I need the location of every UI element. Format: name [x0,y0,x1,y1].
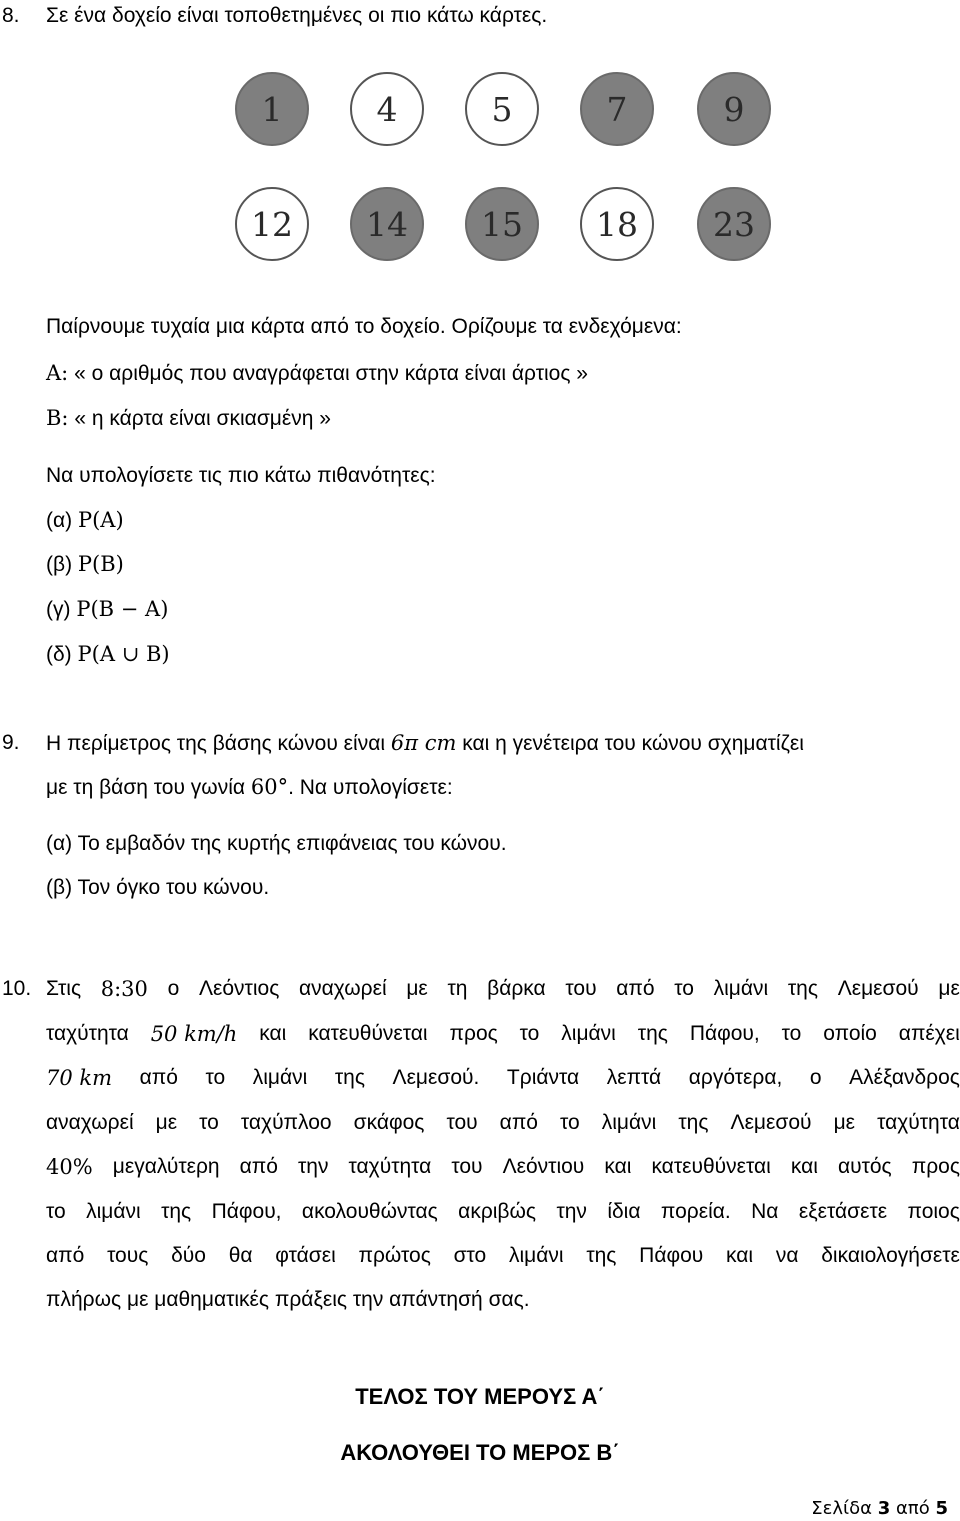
number-card: 12 [235,187,309,261]
word: κατευθύνεται [651,1155,771,1178]
word: στο [453,1244,487,1267]
q10-line [46,1110,960,1136]
next-part-title: ΑΚΟΛΟΥΘΕΙ ΤΟ ΜΕΡΟΣ Β΄ [340,1440,620,1465]
number-card: 4 [350,72,424,146]
word: θα [228,1244,253,1267]
word: ποιος [907,1199,960,1223]
word: πρώτος [358,1244,431,1267]
part-expr: P(Α ∪ Β) [77,642,170,666]
word: Τριάντα [506,1066,580,1089]
word: της [161,1199,192,1223]
word: λιμάνι [86,1199,141,1223]
word: από [239,1155,278,1178]
word: του [565,977,597,1000]
event-b [46,405,331,432]
event-b-text: « η κάρτα είναι σκιασμένη » [74,407,331,430]
word: αυτός [837,1155,892,1178]
word: Αλέξανδρος [849,1066,960,1089]
q9-text-4: . Να υπολογίσετε: [288,776,453,799]
number-card: 9 [697,72,771,146]
q9-line-2 [46,774,453,801]
q8-intro: Παίρνουμε τυχαία μια κάρτα από το δοχείο. Ορίζουμε τα ενδεχόμενα: [46,315,682,338]
word: ταχύτητα [348,1155,432,1178]
event-b-symbol: Β: [46,406,69,430]
word: και [604,1155,632,1178]
q10-line [46,1243,960,1269]
word: βάρκα [487,977,546,1000]
part-label: (β) [46,553,73,576]
word: δικαιολογήσετε [821,1244,960,1267]
word: του [451,1155,483,1178]
word: με [833,1110,856,1134]
event-a-symbol: Α: [46,361,69,385]
q8-part-a [46,507,124,534]
part-text: Τον όγκο του κώνου. [77,876,270,899]
word: της [787,977,818,1000]
number-card: 1 [235,72,309,146]
q9-math-2: 60° [250,775,289,799]
word: και [259,1021,287,1045]
q9-line-1 [46,730,804,757]
word: οποίο [823,1021,877,1045]
word: 40% [46,1155,93,1179]
word: ακριβώς [458,1199,537,1223]
word: ταχύτητα [877,1110,960,1134]
number-card: 18 [580,187,654,261]
part-expr: P(Β) [77,552,124,576]
word: την [298,1155,329,1178]
word: απέχει [898,1021,960,1045]
number-card: 14 [350,187,424,261]
q9-math-1: 6π cm [390,731,457,755]
word: Πάφου, [689,1021,760,1045]
word: το [199,1110,219,1134]
q10-last-line: πλήρως με μαθηματικές πράξεις την απάντησή σας. [46,1288,530,1311]
part-label: (β) [46,876,73,899]
word: το [781,1021,802,1045]
word: λεπτά [606,1066,662,1089]
part-label: (α) [46,832,73,855]
page-of: από [896,1498,930,1519]
word: Λεμεσού. [392,1066,480,1089]
word: της [586,1244,617,1267]
word: τους [107,1244,149,1267]
word: φτάσει [275,1244,336,1267]
q8-part-d [46,641,170,668]
word: προς [911,1155,960,1178]
word: ίδια [607,1199,641,1223]
q8-part-b [46,551,124,578]
event-a-text: « ο αριθμός που αναγράφεται στην κάρτα είναι άρτιος » [74,362,588,385]
word: το [674,977,694,1000]
part-expr: P(Β − Α) [76,597,169,621]
number-card: 23 [697,187,771,261]
number-card: 7 [580,72,654,146]
q10-line [46,976,960,1002]
word: εξετάσετε [798,1199,888,1223]
word: με [406,977,428,1000]
word: ο [809,1066,822,1089]
word: από [139,1066,178,1089]
q8-part-c [46,596,168,623]
end-part-title: ΤΕΛΟΣ ΤΟΥ ΜΕΡΟΥΣ Α΄ [355,1384,605,1409]
word: λιμάνι [252,1066,308,1089]
question-8-text: Σε ένα δοχείο είναι τοποθετημένες οι πιο κάτω κάρτες. [46,4,548,27]
page-total: 5 [935,1498,948,1519]
q10-line [46,1065,960,1091]
part-label: (γ) [46,598,71,621]
word: Λεόντιου [502,1155,585,1178]
word: λιμάνι [601,1110,657,1134]
word: αργότερα, [688,1066,783,1089]
word: Στις [46,977,82,1000]
word: με [155,1110,178,1134]
word: να [775,1244,799,1267]
word: 8:30 [100,977,148,1001]
q9-part-b [46,875,269,901]
word: και [790,1155,818,1178]
word: Λεμεσού [730,1110,812,1134]
word: του [446,1110,478,1134]
word: 70 km [46,1066,113,1090]
question-10-number: 10. [2,977,32,1000]
word: Πάφου [639,1244,704,1267]
word: από [499,1110,538,1134]
word: αναχωρεί [46,1110,134,1134]
word: την [556,1199,587,1223]
q9-text-1: Η περίμετρος της βάσης κώνου είναι [46,732,386,755]
q9-part-a [46,831,507,857]
word: με [938,977,960,1000]
q10-line [46,1154,960,1180]
number-card: 5 [465,72,539,146]
word: προς [449,1021,498,1045]
part-expr: P(Α) [77,508,124,532]
page-current: 3 [877,1498,891,1519]
word: Λεμεσού [837,977,919,1000]
word: τη [447,977,468,1000]
word: από [616,977,655,1000]
q10-line [46,1199,960,1225]
word: Να [751,1199,779,1223]
word: της [678,1110,709,1134]
word: λιμάνι [561,1021,616,1045]
word: λιμάνι [713,977,769,1000]
word: σκάφος [353,1110,425,1134]
part-label: (δ) [46,643,72,666]
word: κατευθύνεται [308,1021,428,1045]
question-8-number: 8. [2,4,20,27]
page-number [811,1498,948,1519]
word: λιμάνι [508,1244,564,1267]
word: Λεόντιος [198,977,280,1000]
word: Πάφου, [211,1199,282,1223]
part-text: Το εμβαδόν της κυρτής επιφάνειας του κώνου. [77,832,507,855]
word: 50 km/h [150,1021,238,1046]
part-label: (α) [46,509,73,532]
word: μεγαλύτερη [112,1155,220,1178]
word: αναχωρεί [299,977,387,1000]
word: το [519,1021,540,1045]
word: ταχύτητα [46,1021,129,1045]
event-a [46,360,588,387]
word: πορεία. [660,1199,731,1223]
word: το [46,1199,66,1223]
page-word: Σελίδα [811,1498,873,1519]
number-card: 15 [465,187,539,261]
word: το [560,1110,580,1134]
word: δύο [171,1244,206,1267]
word: ταχύπλοο [240,1110,332,1134]
word: της [637,1021,668,1045]
word: και [726,1244,754,1267]
word: ο [167,977,180,1000]
q9-text-3: με τη βάση του γωνία [46,776,245,799]
question-9-number: 9. [2,731,20,754]
q9-text-2: και η γενέτειρα του κώνου σχηματίζει [462,732,804,755]
q10-line [46,1021,960,1047]
word: της [334,1066,365,1089]
word: το [205,1066,226,1089]
word: από [46,1244,85,1267]
word: ακολουθώντας [301,1199,438,1223]
q8-ask: Να υπολογίσετε τις πιο κάτω πιθανότητες: [46,464,436,487]
